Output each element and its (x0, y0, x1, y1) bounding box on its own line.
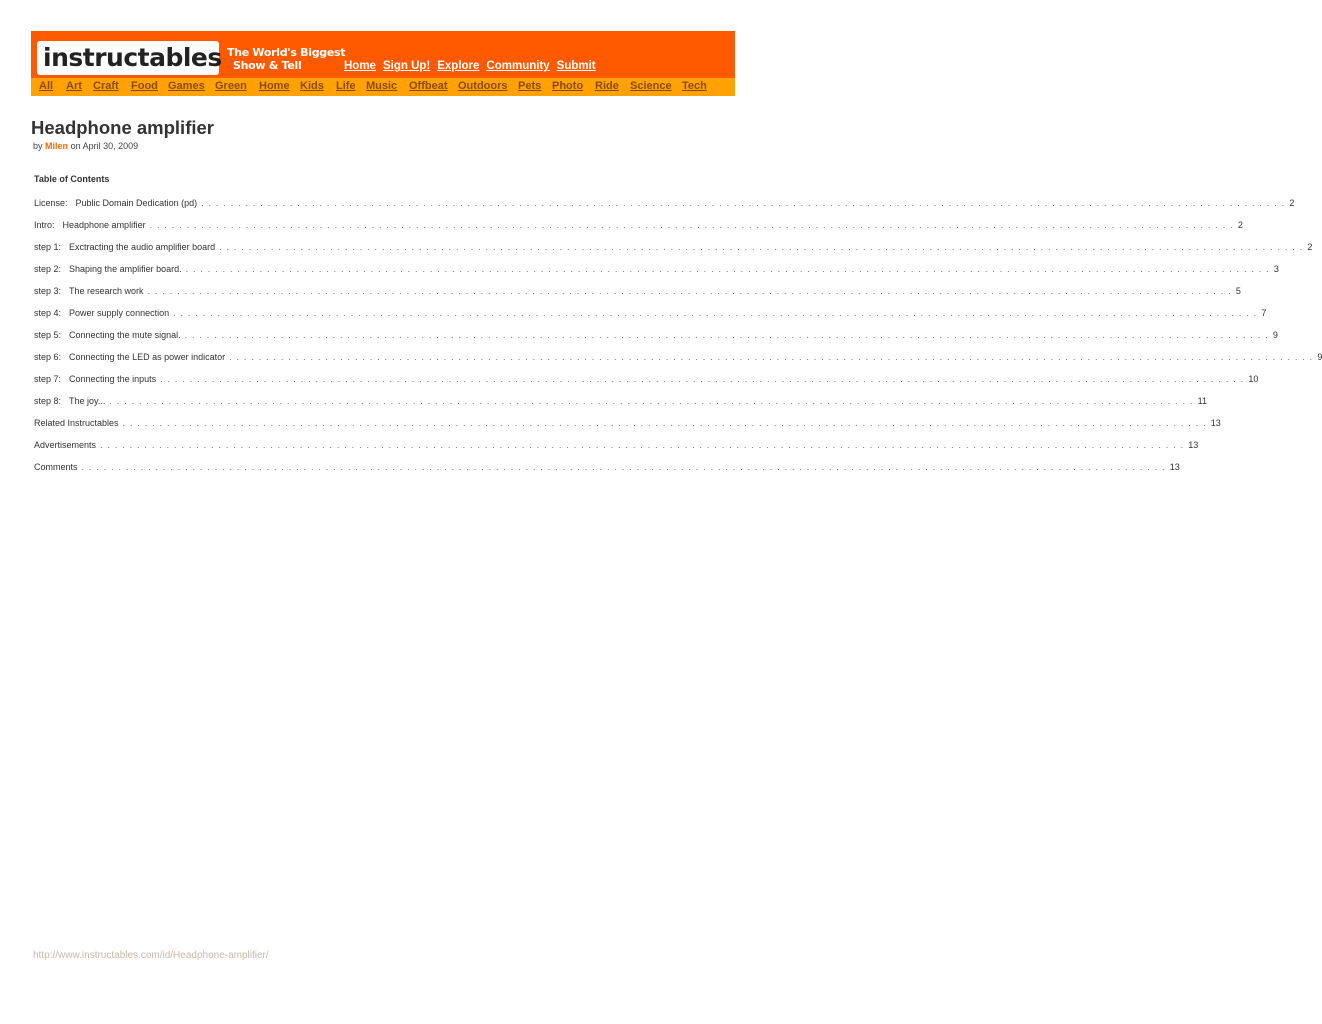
toc-entry-label (34, 396, 105, 406)
toc-page-number: 13 (1188, 440, 1199, 450)
toc-entry[interactable] (34, 308, 1267, 330)
toc-entry-prefix: License: (34, 198, 68, 208)
category-ride-link[interactable]: Ride (595, 80, 619, 92)
toc-page-number: 11 (1197, 396, 1207, 406)
category-art-link[interactable]: Art (66, 80, 82, 92)
toc-entry-text: Related Instructables (34, 418, 119, 428)
page-title: Headphone amplifier (31, 117, 214, 138)
toc-entry-text: Connecting the mute signal. (69, 330, 181, 340)
toc-entry-prefix: step 6: (34, 352, 62, 362)
toc-entry[interactable] (34, 440, 1199, 462)
logo-text: instructables (43, 43, 222, 72)
tagline-line-1: The World's Biggest (227, 46, 346, 59)
category-outdoors-link[interactable]: Outdoors (458, 80, 508, 92)
toc-entry[interactable] (34, 462, 1180, 484)
toc-entry-prefix: step 5: (34, 330, 62, 340)
toc-entry[interactable] (34, 220, 1243, 242)
toc-leader-dots: . . . . . . . . . . . . . . . . . . . . . . . . . . . . . . . . . . . . . . . . . . . . . . . . . . . . . . . . . . . . . . . . . . . . . . . . . . . . . . . . . . . . . . . . . . . . . . . . . . . . . . . . . . . . . . . . . . . . . . . . . . . . . . . . . . . . . . . . . . . . . . . . . . . (109, 396, 1194, 406)
toc-page-number: 13 (1210, 418, 1221, 428)
table-of-contents (34, 198, 1322, 484)
category-games-link[interactable]: Games (168, 80, 205, 92)
toc-entry[interactable] (34, 330, 1278, 352)
author-link[interactable]: Milen (45, 141, 69, 151)
toc-leader-dots: . . . . . . . . . . . . . . . . . . . . . . . . . . . . . . . . . . . . . . . . . . . . . . . . . . . . . . . . . . . . . . . . . . . . . . . . . . . . . . . . . . . . . . . . . . . . . . . . . . . . . . . . . . . . . . . . . . . . . . . . . . . . . . . . . . . . . . . . . . . . . . . . . . . (81, 462, 1166, 472)
toc-entry[interactable] (34, 396, 1207, 418)
toc-entry-text: Connecting the LED as power indicator (69, 352, 226, 362)
toc-entry-label (34, 440, 96, 450)
toc-entry-text: Headphone amplifier (62, 220, 146, 230)
toc-entry-prefix: step 2: (34, 264, 62, 274)
toc-page-number: 3 (1273, 264, 1279, 274)
toc-leader-dots: . . . . . . . . . . . . . . . . . . . . . . . . . . . . . . . . . . . . . . . . . . . . . . . . . . . . . . . . . . . . . . . . . . . . . . . . . . . . . . . . . . . . . . . . . . . . . . . . . . . . . . . . . . . . . . . . . . . . . . . . . . . . . . . . . . . . . . . . . . . . . . . . . . . (219, 242, 1304, 252)
toc-entry-label (34, 462, 78, 472)
category-home-link[interactable]: Home (259, 80, 290, 92)
toc-entry-label (34, 264, 182, 274)
tagline-line-2: Show & Tell (233, 59, 302, 72)
category-photo-link[interactable]: Photo (552, 80, 584, 92)
toc-entry-text: The joy... (69, 396, 106, 406)
toc-entry-text: Exctracting the audio amplifier board (69, 242, 216, 252)
toc-entry-label (34, 374, 156, 384)
toc-page-number: 10 (1248, 374, 1259, 384)
toc-entry-label (34, 286, 144, 296)
toc-entry-text: Advertisements (34, 440, 97, 450)
toc-entry-label (34, 220, 146, 230)
toc-leader-dots: . . . . . . . . . . . . . . . . . . . . . . . . . . . . . . . . . . . . . . . . . . . . . . . . . . . . . . . . . . . . . . . . . . . . . . . . . . . . . . . . . . . . . . . . . . . . . . . . . . . . . . . . . . . . . . . . . . . . . . . . . . . . . . . . . . . . . . . . . . . . . . . . . . . (160, 374, 1245, 384)
toc-heading: Table of Contents (34, 174, 110, 184)
toc-leader-dots: . . . . . . . . . . . . . . . . . . . . . . . . . . . . . . . . . . . . . . . . . . . . . . . . . . . . . . . . . . . . . . . . . . . . . . . . . . . . . . . . . . . . . . . . . . . . . . . . . . . . . . . . . . . . . . . . . . . . . . . . . . . . . . . . . . . . . . . . . . . . . . . . . . . (184, 330, 1269, 340)
site-header (31, 31, 735, 96)
toc-entry[interactable] (34, 242, 1313, 264)
toc-leader-dots: . . . . . . . . . . . . . . . . . . . . . . . . . . . . . . . . . . . . . . . . . . . . . . . . . . . . . . . . . . . . . . . . . . . . . . . . . . . . . . . . . . . . . . . . . . . . . . . . . . . . . . . . . . . . . . . . . . . . . . . . . . . . . . . . . . . . . . . . . . . . . . . . . . . (100, 440, 1185, 450)
toc-entry-text: Connecting the inputs (69, 374, 157, 384)
toc-entry[interactable] (34, 198, 1295, 220)
byline (33, 141, 138, 151)
category-music-link[interactable]: Music (366, 80, 398, 92)
site-logo[interactable] (37, 41, 222, 75)
toc-entry-label (34, 330, 181, 340)
category-green-link[interactable]: Green (215, 80, 247, 92)
category-offbeat-link[interactable]: Offbeat (409, 80, 448, 92)
toc-entry[interactable] (34, 286, 1241, 308)
category-life-link[interactable]: Life (336, 80, 356, 92)
toc-entry-prefix: step 7: (34, 374, 62, 384)
nav-signup-link[interactable]: Sign Up! (382, 60, 431, 72)
toc-entry-text: Shaping the amplifier board. (69, 264, 182, 274)
toc-entry[interactable] (34, 352, 1322, 374)
byline-prefix: by (33, 141, 43, 151)
toc-page-number: 9 (1317, 352, 1322, 362)
footer-url[interactable]: http://www.instructables.com/id/Headphone-amplifier/ (33, 950, 269, 961)
toc-leader-dots: . . . . . . . . . . . . . . . . . . . . . . . . . . . . . . . . . . . . . . . . . . . . . . . . . . . . . . . . . . . . . . . . . . . . . . . . . . . . . . . . . . . . . . . . . . . . . . . . . . . . . . . . . . . . . . . . . . . . . . . . . . . . . . . . . . . . . . . . . . . . . . . . . . . (201, 198, 1286, 208)
toc-leader-dots: . . . . . . . . . . . . . . . . . . . . . . . . . . . . . . . . . . . . . . . . . . . . . . . . . . . . . . . . . . . . . . . . . . . . . . . . . . . . . . . . . . . . . . . . . . . . . . . . . . . . . . . . . . . . . . . . . . . . . . . . . . . . . . . . . . . . . . . . . . . . . . . . . . . (173, 308, 1258, 318)
toc-entry-label (34, 198, 197, 208)
toc-entry-text: Comments (34, 462, 78, 472)
tagline (227, 46, 346, 72)
nav-explore-link[interactable]: Explore (437, 60, 480, 72)
nav-home-link[interactable]: Home (344, 60, 376, 72)
toc-page-number: 2 (1237, 220, 1243, 230)
toc-entry-label (34, 352, 225, 362)
toc-entry-label (34, 308, 169, 318)
toc-page-number: 9 (1272, 330, 1278, 340)
toc-entry[interactable] (34, 264, 1279, 286)
category-science-link[interactable]: Science (630, 80, 672, 92)
nav-submit-link[interactable]: Submit (556, 60, 596, 72)
toc-entry-text: Public Domain Dedication (pd) (75, 198, 198, 208)
toc-page-number: 2 (1289, 198, 1295, 208)
toc-entry-text: Power supply connection (69, 308, 170, 318)
category-kids-link[interactable]: Kids (300, 80, 324, 92)
toc-page-number: 2 (1307, 242, 1313, 252)
top-nav (344, 60, 603, 72)
publish-date: on April 30, 2009 (70, 141, 139, 151)
category-pets-link[interactable]: Pets (518, 80, 542, 92)
toc-leader-dots: . . . . . . . . . . . . . . . . . . . . . . . . . . . . . . . . . . . . . . . . . . . . . . . . . . . . . . . . . . . . . . . . . . . . . . . . . . . . . . . . . . . . . . . . . . . . . . . . . . . . . . . . . . . . . . . . . . . . . . . . . . . . . . . . . . . . . . . . . . . . . . . . . . . (147, 286, 1232, 296)
category-craft-link[interactable]: Craft (93, 80, 119, 92)
toc-entry-text: The research work (69, 286, 144, 296)
toc-entry-prefix: Intro: (34, 220, 55, 230)
toc-leader-dots: . . . . . . . . . . . . . . . . . . . . . . . . . . . . . . . . . . . . . . . . . . . . . . . . . . . . . . . . . . . . . . . . . . . . . . . . . . . . . . . . . . . . . . . . . . . . . . . . . . . . . . . . . . . . . . . . . . . . . . . . . . . . . . . . . . . . . . . . . . . . . . . . . . . (185, 264, 1270, 274)
nav-community-link[interactable]: Community (486, 60, 550, 72)
toc-entry[interactable] (34, 374, 1259, 396)
toc-entry-label (34, 418, 119, 428)
category-tech-link[interactable]: Tech (682, 80, 707, 92)
toc-page-number: 7 (1261, 308, 1267, 318)
toc-entry-prefix: step 8: (34, 396, 62, 406)
toc-page-number: 13 (1169, 462, 1180, 472)
category-all-link[interactable]: All (39, 80, 54, 92)
toc-leader-dots: . . . . . . . . . . . . . . . . . . . . . . . . . . . . . . . . . . . . . . . . . . . . . . . . . . . . . . . . . . . . . . . . . . . . . . . . . . . . . . . . . . . . . . . . . . . . . . . . . . . . . . . . . . . . . . . . . . . . . . . . . . . . . . . . . . . . . . . . . . . . . . . . . . . (122, 418, 1207, 428)
toc-leader-dots: . . . . . . . . . . . . . . . . . . . . . . . . . . . . . . . . . . . . . . . . . . . . . . . . . . . . . . . . . . . . . . . . . . . . . . . . . . . . . . . . . . . . . . . . . . . . . . . . . . . . . . . . . . . . . . . . . . . . . . . . . . . . . . . . . . . . . . . . . . . . . . . . . . . (149, 220, 1234, 230)
toc-entry-prefix: step 4: (34, 308, 62, 318)
toc-page-number: 5 (1235, 286, 1241, 296)
toc-entry-prefix: step 3: (34, 286, 62, 296)
toc-entry-label (34, 242, 215, 252)
category-bar (31, 78, 735, 96)
toc-entry-prefix: step 1: (34, 242, 62, 252)
toc-leader-dots: . . . . . . . . . . . . . . . . . . . . . . . . . . . . . . . . . . . . . . . . . . . . . . . . . . . . . . . . . . . . . . . . . . . . . . . . . . . . . . . . . . . . . . . . . . . . . . . . . . . . . . . . . . . . . . . . . . . . . . . . . . . . . . . . . . . . . . . . . . . . . . . . . . . (229, 352, 1314, 362)
category-food-link[interactable]: Food (131, 80, 158, 92)
toc-entry[interactable] (34, 418, 1221, 440)
